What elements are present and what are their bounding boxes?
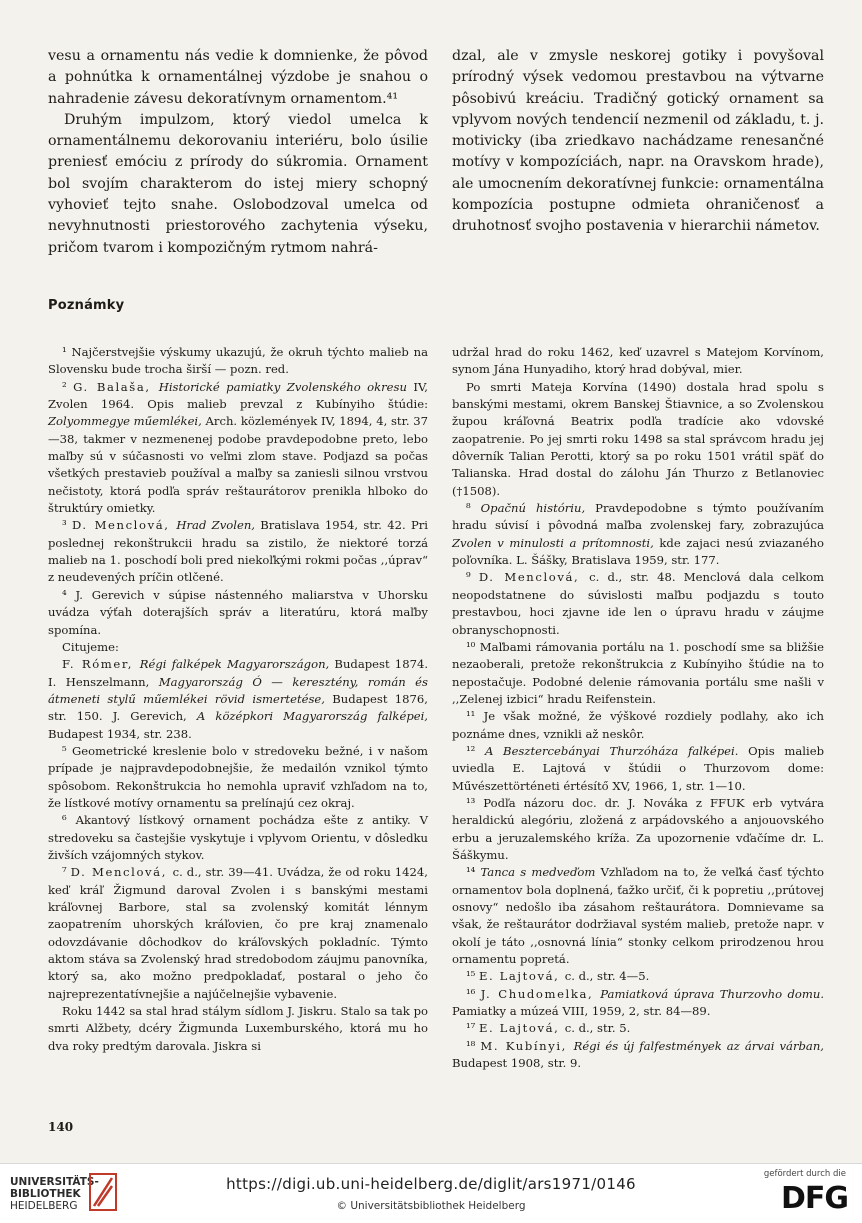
footnote-number: ¹³ [466,795,484,810]
footnote [48,639,428,656]
footnote-text: IV, Zvolen 1964. Opis malieb prevzal z Kubínyiho štúdie: [48,379,428,412]
permalink-url[interactable]: https://digi.ub.uni-heidelberg.de/diglit/ars1971/0146 [226,1175,636,1193]
logo-line: UNIVERSITÄTS- [10,1176,99,1188]
footnote [48,864,428,1003]
footnote-text: je táto ,,osnovná línia“ stonky celkom prirodzenou hrou ornamentu popretá. [452,934,825,967]
footnote-number: ³ [62,518,72,533]
footnote [452,500,824,569]
footnote [452,569,824,638]
footnote-text: c. d., str. 48. Menclová dala celkom neopodstatnene do súvislosti maľbu podjazdu s touto prestavbou, hoci zjavne ide len o úpravu hradu v záujme obranyschopnosti. [452,570,824,637]
footnote-text: F. Rómer, [62,657,140,672]
footnote-number: ¹⁰ [466,639,480,654]
footnote-text: Najčerstvejšie výskumy ukazujú, že okruh týchto malieb na Slovensku bude trocha širší — pozn. red. [48,345,428,377]
footnote-number: ⁵ [62,743,73,758]
notes-right-column [452,344,824,1072]
footnote-text: Régi és új falfestmények az árvai várban, [573,1038,824,1053]
footnote-text: Pamiatková úprava Thurzovho domu. [600,986,825,1001]
footnote-text: Pamiatky a múzeá VIII, 1959, 2, str. 84—89. [452,1004,711,1019]
footnote-text: Opis malieb uviedla E. Lajtová v štúdii o Thurzovom dome: [452,743,824,776]
footnote-number: ¹⁸ [466,1038,481,1053]
footnote [452,986,824,1021]
footnote-text: kde zajaci nesú zviazaného poľovníka. L. Šášky, [452,535,824,568]
notes-heading: Poznámky [48,298,125,313]
footer-bar [0,1163,862,1223]
footnote-text: Arch. közlemények IV, 1894, 4, str. 37—38, takmer v nezmenenej podobe pravdepodobne preto, lebo maľby sú v súčasnosti vo veľmi zlom stave. Podjazd sa počas všetkých prestavieb používal a maľby sa zaniesli silnou vrstvou nečistoty, ktorá podľa správ reštaurátorov prenikla hlboko do štruktúry omietky. [48,414,428,516]
footnote-text: Budapest 1934, str. 238. [48,726,192,741]
footnote [452,708,824,743]
footnote-text: c. d., str. 39—41. Uvádza, že od roku 1424, keď kráľ Žigmund daroval Zvolen i s banskými mestami kráľovnej Barbore, stal sa zvolenský komitát lénnym zaopatrením uhorských kráľovien, čo pre kraj znamenalo odovzdávanie dôchodkov do kráľovských pokladníc. Týmto aktom stáva sa Zvolenský hrad stredobodom záujmu panovníka, ktorý sa, ako možno predpokladať, postaral o jeho čo najreprezentatívnejšie a najúčelnejšie vybavenie. [48,865,428,1001]
footnote-text: Régi falképek Magyarországon, [139,657,335,672]
footnote-text: Budapest 1908, str. 9. [452,1056,582,1071]
footnote-text: Budapest 1874. I. Henszelmann, [48,657,429,689]
footnote-text: Bratislava 1954, str. 42. Pri poslednej rekonštrukcii hradu sa zistilo, že niektoré torzá malieb na 1. poschodí boli pred niekoľkými rokmi počas ,,úprav“ z neudevených príčin otlčené. [48,518,429,585]
paragraph: vesu a ornamentu nás vedie k domnienke, že pôvod a pohnútka k ornamentálnej výzdobe je snahou o nahradenie závesu dekoratívnym ornamentom.⁴¹ [48,48,428,107]
footnote [452,968,824,985]
footnote [452,1038,824,1073]
footnote-text: J. Gerevich v súpise nástenného maliarstva v Uhorsku uvádza výťah doterajších správ a literatúru, ktorá maľby spomína. [48,587,428,637]
dfg-caption: gefördert durch die [763,1169,846,1179]
footnote-number: ⁷ [62,865,71,880]
footnote [452,1020,824,1037]
footnote-text: Po smrti Mateja Korvína (1490) dostala hrad spolu s banskými mestami, okrem Banskej Štiavnice, a so Zvolenskou župou kráľovná Beatrix podľa tradície ako vdovské zaopatrenie. Po jej smrti roku 1498 sa stal správcom hradu jej dôverník Talian Perotti, ktorý sa po roku 1501 vrátil späť do Talianska. Hrad dostal do zálohu Ján Thurzo z Betlanoviec (†1508). [452,379,824,498]
footnote-text: A középkori Magyarország falképei, [196,709,428,724]
footnote-text: Pravdepodobne s týmto používaním hradu súvisí i pôvodná maľba zvolenskej fary, zobrazujúca [452,501,824,533]
footnote-text: Vzhľadom na to, že veľká časť týchto ornamentov bola doplnená, ťažko určiť, či k popretiu ,,prútovej osnovy“ nedošlo iba zásahom reštaurátora. Domnievame sa však, že reštaurátor dodržiaval systém malieb, pretože napr. v okolí [452,865,824,949]
footnote-text: E. Lajtová, [478,1021,565,1036]
footnote [48,344,428,379]
footnote-text: Művészettörténeti értésítő XV, 1966, 1, str. 1—10. [452,778,746,793]
footnote [48,743,428,812]
footnote-number: ¹⁵ [466,969,479,984]
footnote [48,587,428,639]
logo-line: HEIDELBERG [10,1200,78,1212]
footnote-number: ⁸ [466,501,481,516]
footnote-number: ¹⁷ [466,1021,479,1036]
footnote [48,517,428,586]
footnote-text: Zolyommegye műemlékei, [48,414,206,429]
footnote-text: G. Balaša, [73,379,159,394]
footnote-number: ⁶ [62,813,76,828]
footnote-text: D. Menclová, [70,865,173,880]
footnote [452,864,824,968]
footnote-text: udržal hrad do roku 1462, keď uzavrel s Matejom Korvínom, synom Jána Hunyadiho, ktorý hrad dobýval, mier. [452,345,824,377]
paragraph: dzal, ale v zmysle neskorej gotiky i povyšoval prírodný výsek vedomou prestavbou na výtvarne pôsobivú kreáciu. Tradičný gotický ornament sa vplyvom nových tendencií nezmenil od základu, t. j. motivicky (iba zriedkavo nachádzame renesančné motívy v kompozíciách, napr. na Oravskom hrade), ale umocnením dekoratívnej funkcie: ornamentálna kompozícia postupne odmieta ohraničenosť a druhotnosť svojho postavenia v hierarchii námetov. [452,48,824,235]
paragraph: Druhým impulzom, ktorý viedol umelca k ornamentálnemu dekorovaniu interiéru, bolo úsilie preniesť emóciu z prírody do súkromia. Ornament bol svojím charakterom do istej miery schopný vyhovieť tejto snahe. Oslobodzoval umelca od nevyhnutnosti priestorového zachytenia výseku, pričom tvarom i kompozičným rytmom nahrá- [48,111,428,256]
footnote-number: ¹⁶ [466,986,481,1001]
body-text-right-column [452,46,824,238]
footnote-text: Geometrické kreslenie bolo v stredoveku bežné, i v našom prípade je najpravdepodobnejšie, že medailón vznikol týmto spôsobom. Rekonštrukcia ho nemohla upraviť vzhľadom na to, že lístkové motívy ornamentu sa prelínajú cez okraj. [48,743,428,810]
footnote [452,639,824,708]
footnote-text: M. Kubínyi, [480,1038,574,1053]
logo-line: BIBLIOTHEK [10,1188,81,1200]
footnote-text: A Besztercebányai Thurzóháza falképei. [484,743,749,758]
body-text-left-column [48,46,428,259]
footnote-text: Je však možné, že výškové rozdiely podlahy, ako ich poznáme dnes, vznikli až neskôr. [452,709,825,741]
footnote-text: Zvolen v minulosti a prítomnosti, [452,535,660,550]
footnote-text: D. Menclová, [478,570,590,585]
footnote-text: Podľa názoru doc. dr. J. Nováka z FFUK erb vytvára heraldickú alegóriu, zložená z arpádovského a anjouovského erbu a jeruzalemského kríža. Za upozornenie vďačíme dr. L. Šáškymu. [452,795,824,862]
footnote [452,344,824,379]
footnote-number: ⁹ [466,570,479,585]
footnote-text: Magyarország Ó — keresztény, román és átmeneti stylű műemlékei rövid ismertetése, [48,674,428,706]
footnote-text: Historické pamiatky Zvolenského okresu [158,379,414,394]
copyright-text: © Universitätsbibliothek Heidelberg [336,1200,526,1212]
footnote-text: Citujeme: [62,639,119,654]
footnote-text: Tanca s medveďom [480,865,601,880]
footnote [48,656,428,743]
footnote-text: Opačnú históriu, [480,501,596,516]
footnote-text: Akantový lístkový ornament pochádza ešte z antiky. V stredoveku sa častejšie vyskytuje i vplyvom Orientu, v dôsledku živších vzájomných stykov. [48,813,428,862]
footnote-text: Hrad Zvolen, [176,518,261,533]
notes-left-column [48,344,428,1055]
footnote-number: ¹ [62,345,72,359]
footnote-number: ¹² [466,743,485,758]
dfg-logo[interactable]: DFG [780,1181,848,1216]
page-number: 140 [48,1120,74,1134]
footnote-text: c. d., str. 4—5. [564,969,650,984]
footnote [48,1003,428,1055]
footnote [452,743,824,795]
footnote-text: J. Chudomelka, [480,986,601,1001]
footnote-text: c. d., str. 5. [564,1021,631,1036]
footnote-text: E. Lajtová, [478,969,565,984]
footnote [48,379,428,518]
footnote [452,795,824,864]
footnote [452,379,824,500]
footnote-text: Bratislava 1959, str. 177. [571,553,720,568]
footnote-number: ⁴ [62,587,76,602]
footnote-text: D. Menclová, [71,518,177,533]
footnote-text: Budapest 1876, str. 150. J. Gerevich, [48,691,428,724]
footnote-text: Maľbami rámovania portálu na 1. poschodí sme sa bližšie nezaoberali, pretože rekonštrukcia z Kubínyiho štúdie na to nepostačuje. Podobné delenie rámovania portálu sme našli v ,,Zelenej izbici“ hradu Reifenstein. [452,639,824,706]
footnote-number: ¹⁴ [466,865,481,880]
footnote-number: ¹¹ [466,709,484,724]
footnote-text: Roku 1442 sa stal hrad stálym sídlom J. Jiskru. Stalo sa tak po smrti Alžbety, dcéry Žigmunda Luxemburského, ktorá mu ho dva roky predtým darovala. Jiskra si [48,1004,428,1053]
footnote [48,812,428,864]
footnote-number: ² [62,379,74,394]
